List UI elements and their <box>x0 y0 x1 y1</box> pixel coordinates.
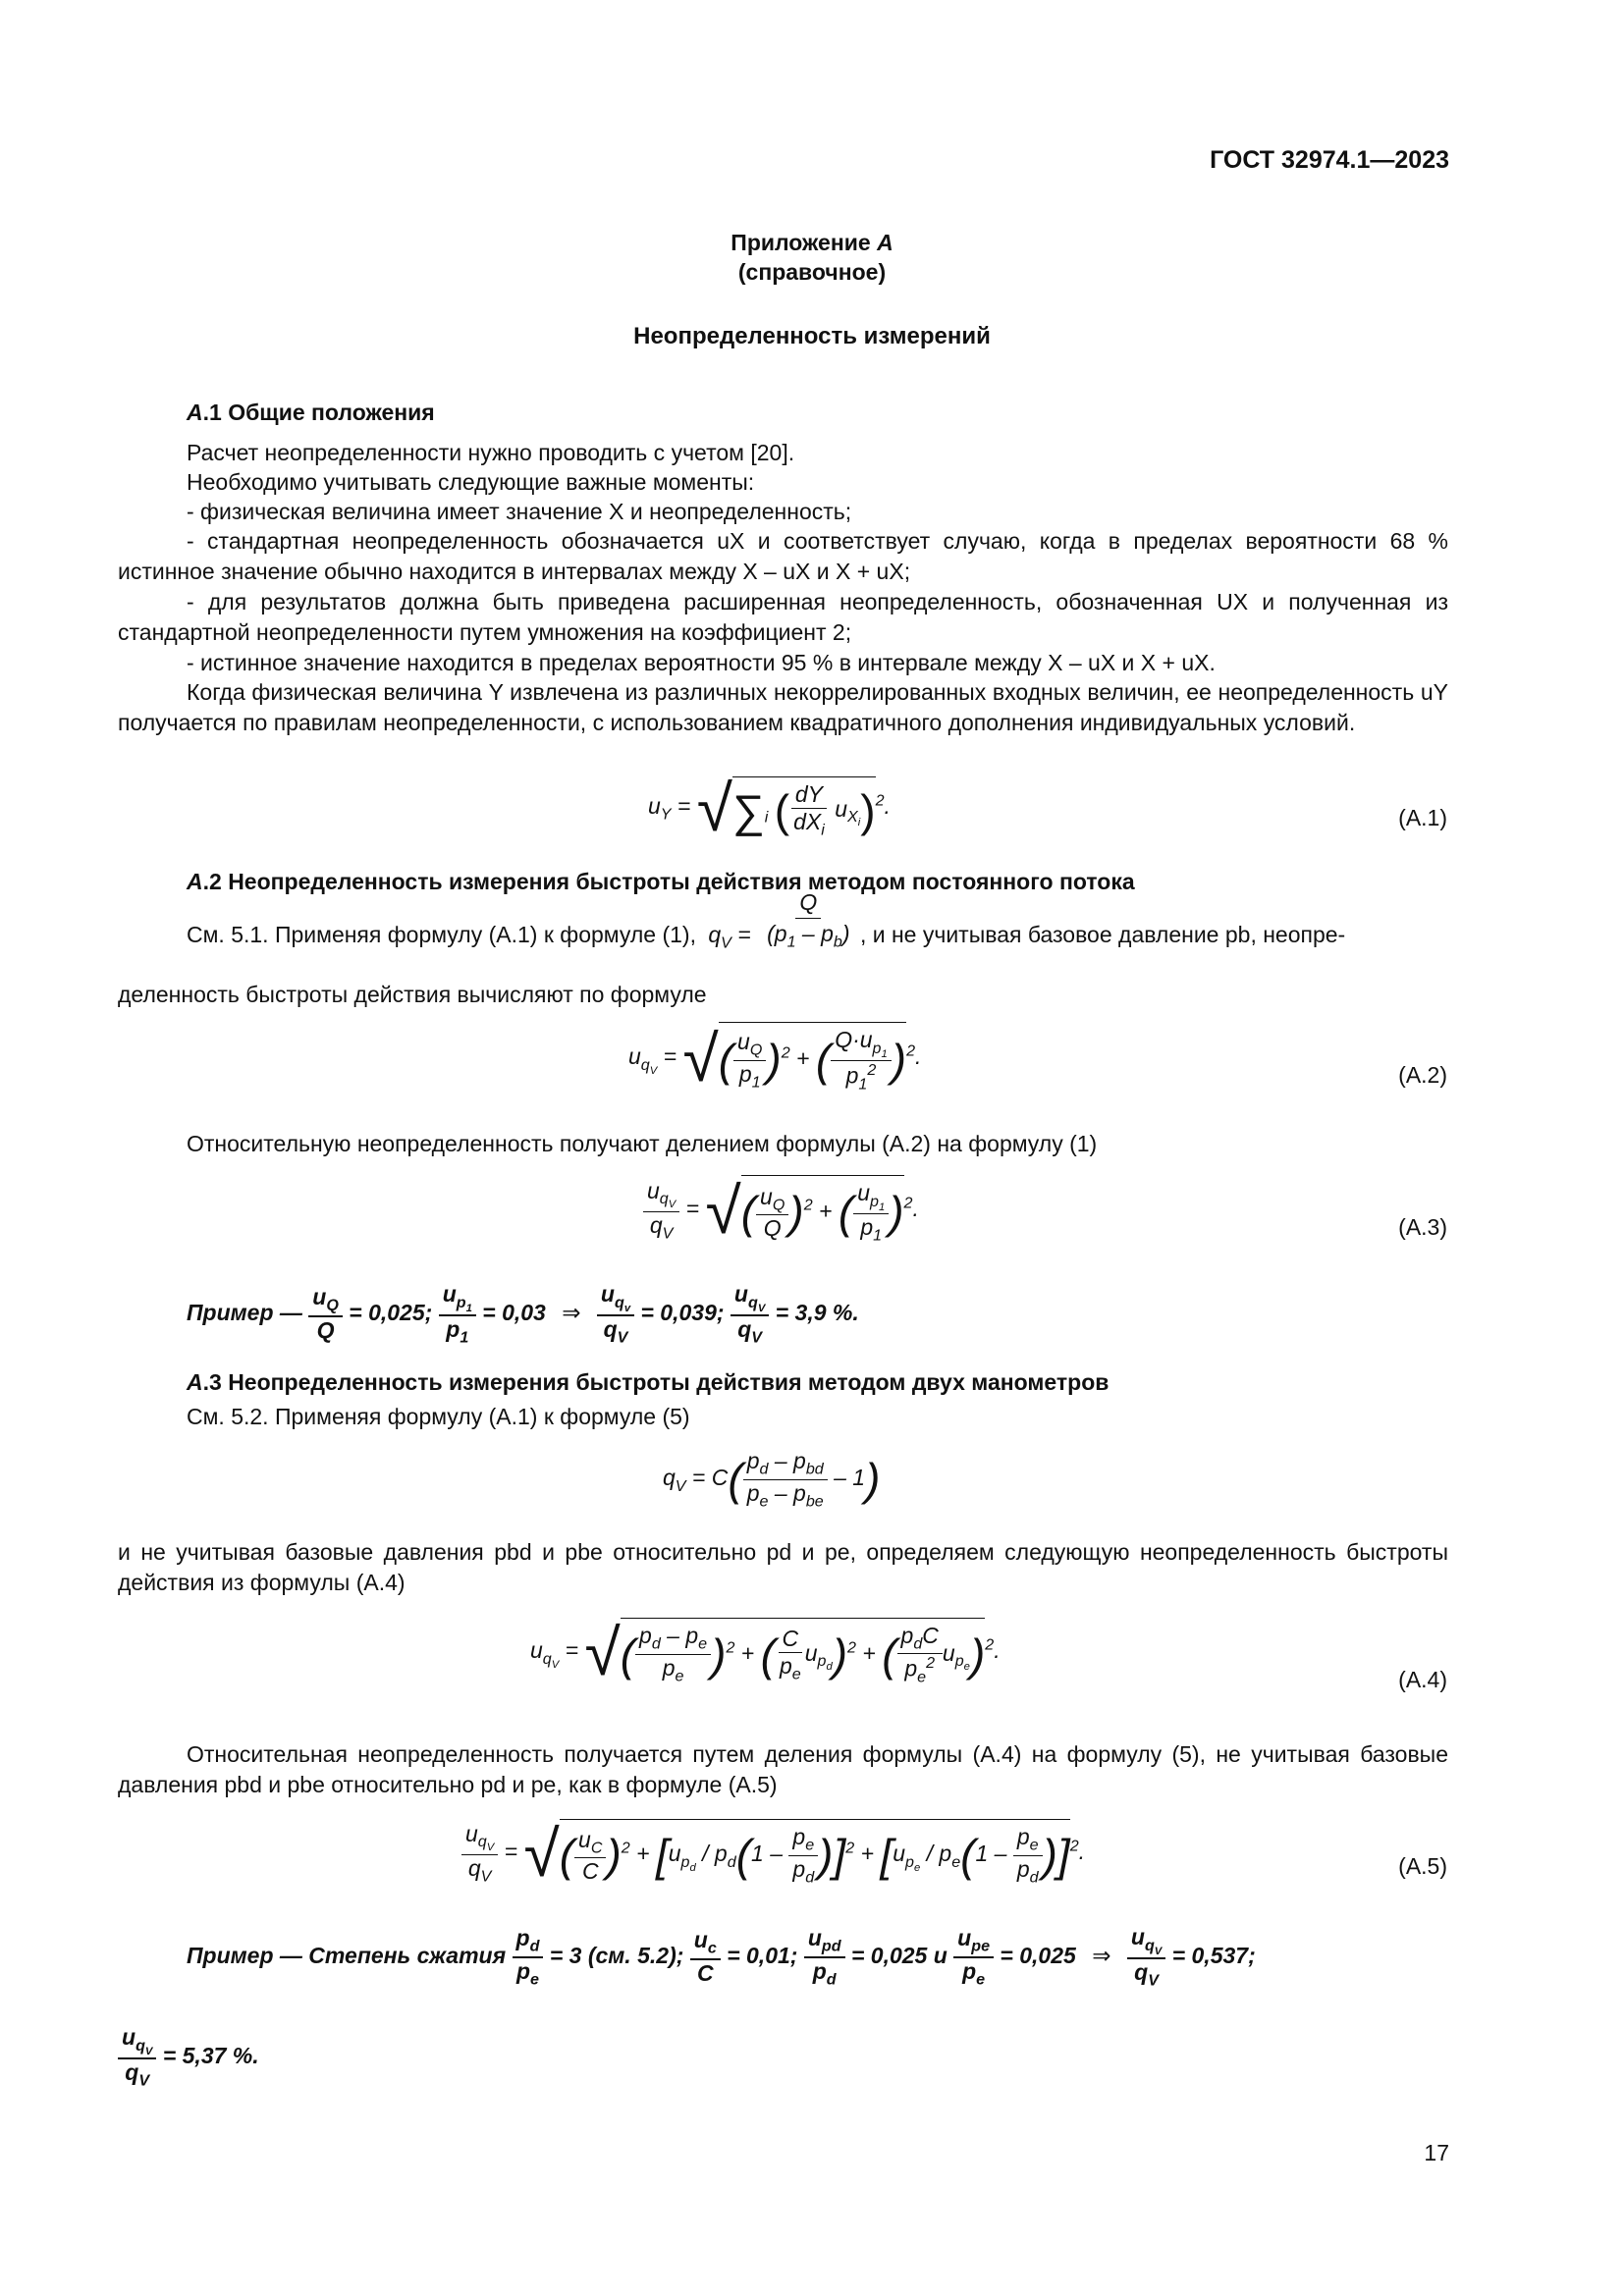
appendix-heading: Неопределенность измерений <box>633 323 991 349</box>
example-value: = 0,01; <box>727 1942 798 1968</box>
example-value: = 0,025 <box>1000 1942 1076 1968</box>
appendix-letter: A <box>877 230 893 255</box>
paragraph: - для результатов должна быть приведена расширенная неопределенность, обозначенная UX и полученная из стандартной неопределенности путем умножения на коэффициент 2; <box>118 589 1448 645</box>
equation-number: (A.3) <box>1398 1214 1447 1240</box>
appendix-title <box>0 228 1624 258</box>
example-label: Пример — Степень сжатия <box>187 1942 507 1968</box>
equation-number: (A.1) <box>1398 805 1447 830</box>
section-title: .1 Общие положения <box>202 400 435 425</box>
example-label: Пример — <box>187 1299 302 1325</box>
paragraph: - физическая величина имеет значение X и неопределенность; <box>187 499 852 524</box>
paragraph: - стандартная неопределенность обозначается uX и соответствует случаю, когда в пределах вероятности 68 % истинное значение обычно находится в интервалах между X – uX и X + uX; <box>118 528 1448 584</box>
example-value: = 0,039; <box>640 1299 725 1325</box>
paragraph: Относительная неопределенность получается путем деления формулы (A.4) на формулу (5), не учитывая базовые давления pbd и pbe относительно pd и pe, как в формуле (A.5) <box>118 1741 1448 1797</box>
paragraph: Когда физическая величина Y извлечена из различных некоррелированных входных величин, ее неопределенность uY получается по правилам неопределенности, с использованием квадратичного дополнения индивидуальных условий. <box>118 679 1448 735</box>
example-value: = 0,03 <box>482 1299 546 1325</box>
paragraph: деленность быстроты действия вычисляют по формуле <box>118 982 707 1007</box>
paragraph: См. 5.1. Применяя формулу (A.1) к формуле (1), $q_V$ = $\frac{Q}{(p_1 - p_b)}$ , и не учитывая базовое давление pb, неопре- <box>187 889 1346 952</box>
equation-a5: $\frac{u_{q_V}}{q_V}$ = √( $\frac{u_C}{C}$ )$^2 + [u_{p_d} / p_d(1$ – $\frac{p_e}{p_d}$ )]$^2 + [u_{p_e} / p_e(1$ – $\frac{p_e}{p_d}$ )]$^2$. <box>461 1816 1085 1891</box>
equation-number: (A.5) <box>1398 1853 1447 1879</box>
section-heading-a1 <box>187 398 435 428</box>
appendix-subtitle: (справочное) <box>737 259 887 285</box>
equation-a4: $u_{q_V}$ = √( $\frac{p_d - p_e}{p_e}$ )$^2$ + ( $\frac{C}{p_e}$ $u_{p_d})^2$ + ( $\frac{p_dC}{p_e^2}$ $u_{p_e})^2$. <box>530 1616 1001 1688</box>
equation-number: (A.2) <box>1398 1062 1447 1088</box>
appendix-title-prefix: Приложение <box>731 230 871 255</box>
section-heading-a2 <box>187 867 1135 897</box>
equation-5: $q_V = C$( $\frac{p_d - p_{bd}}{p_e - p_{be}}$ – 1) <box>663 1448 881 1511</box>
example-value: = 3 (см. 5.2); <box>549 1942 684 1968</box>
example-a3-continued: $\frac{u_{q_V}}{q_V}$ = 5,37 %. <box>118 2024 259 2090</box>
paragraph-text: См. 5.1. Применяя формулу (A.1) к формуле (1), <box>187 921 696 947</box>
section-letter: A <box>187 400 203 425</box>
paragraph-text: , и не учитывая базовое давление pb, неопре- <box>859 921 1346 947</box>
equation-number: (A.4) <box>1398 1667 1447 1692</box>
section-title: .3 Неопределенность измерения быстроты действия методом двух манометров <box>202 1369 1110 1395</box>
paragraph: Расчет неопределенности нужно проводить с учетом [20]. <box>187 440 795 465</box>
document-standard-number: ГОСТ 32974.1—2023 <box>1210 146 1449 174</box>
section-title: .2 Неопределенность измерения быстроты действия методом постоянного потока <box>202 869 1135 894</box>
paragraph: - истинное значение находится в пределах вероятности 95 % в интервале между X – uX и X + uX. <box>187 650 1216 675</box>
example-value: = 0,025 и <box>850 1942 947 1968</box>
paragraph: Необходимо учитывать следующие важные моменты: <box>187 469 755 495</box>
example-value: = 5,37 %. <box>162 2042 259 2068</box>
equation-a2: $u_{q_V}$ = √( $\frac{u_Q}{p_1}$ )$^2$ + ( $\frac{Q\cdot u_{p_1}}{p_1^2}$ )$^2$. <box>628 1022 922 1095</box>
example-value: = 0,537; <box>1171 1942 1256 1968</box>
equation-a3: $\frac{u_{q_V}}{q_V}$ = √( $\frac{u_Q}{Q}$ )$^2$ + ( $\frac{u_{p_1}}{p_1}$ )$^2$. <box>643 1173 919 1248</box>
example-value: = 3,9 %. <box>775 1299 859 1325</box>
section-heading-a3 <box>187 1367 1109 1398</box>
section-letter: A <box>187 869 203 894</box>
example-a2: Пример — $\frac{u_Q}{Q}$ = 0,025; $\frac{u_{p_1}}{p_1}$ = 0,03 ⇒ $\frac{u_{q_v}}{q_V}$ = 0,039; $\frac{u_{q_V}}{q_V}$ = 3,9 %. <box>187 1281 859 1347</box>
section-letter: A <box>187 1369 203 1395</box>
paragraph: Относительную неопределенность получают делением формулы (A.2) на формулу (1) <box>187 1131 1098 1156</box>
paragraph: См. 5.2. Применяя формулу (A.1) к формуле (5) <box>187 1404 690 1429</box>
example-a3: Пример — Степень сжатия $\frac{p_d}{p_e}$ = 3 (см. 5.2); $\frac{u_c}{C}$ = 0,01; $\frac{u_{pd}}{p_d}$ = 0,025 и $\frac{u_{pe}}{p_e}$ = 0,025 ⇒ $\frac{u_{q_V}}{q_V}$ = 0,537; <box>187 1924 1256 1990</box>
equation-a1: $u_Y = √\sum_i$ ( $\frac{dY}{dX_i}$ $u_{X_i})^2$. <box>648 772 891 844</box>
page-number: 17 <box>1424 2140 1449 2165</box>
example-value: = 0,025; <box>349 1299 433 1325</box>
paragraph: и не учитывая базовые давления pbd и pbe относительно pd и pe, определяем следующую неопределенность быстроты действия из формулы (A.4) <box>118 1539 1448 1595</box>
